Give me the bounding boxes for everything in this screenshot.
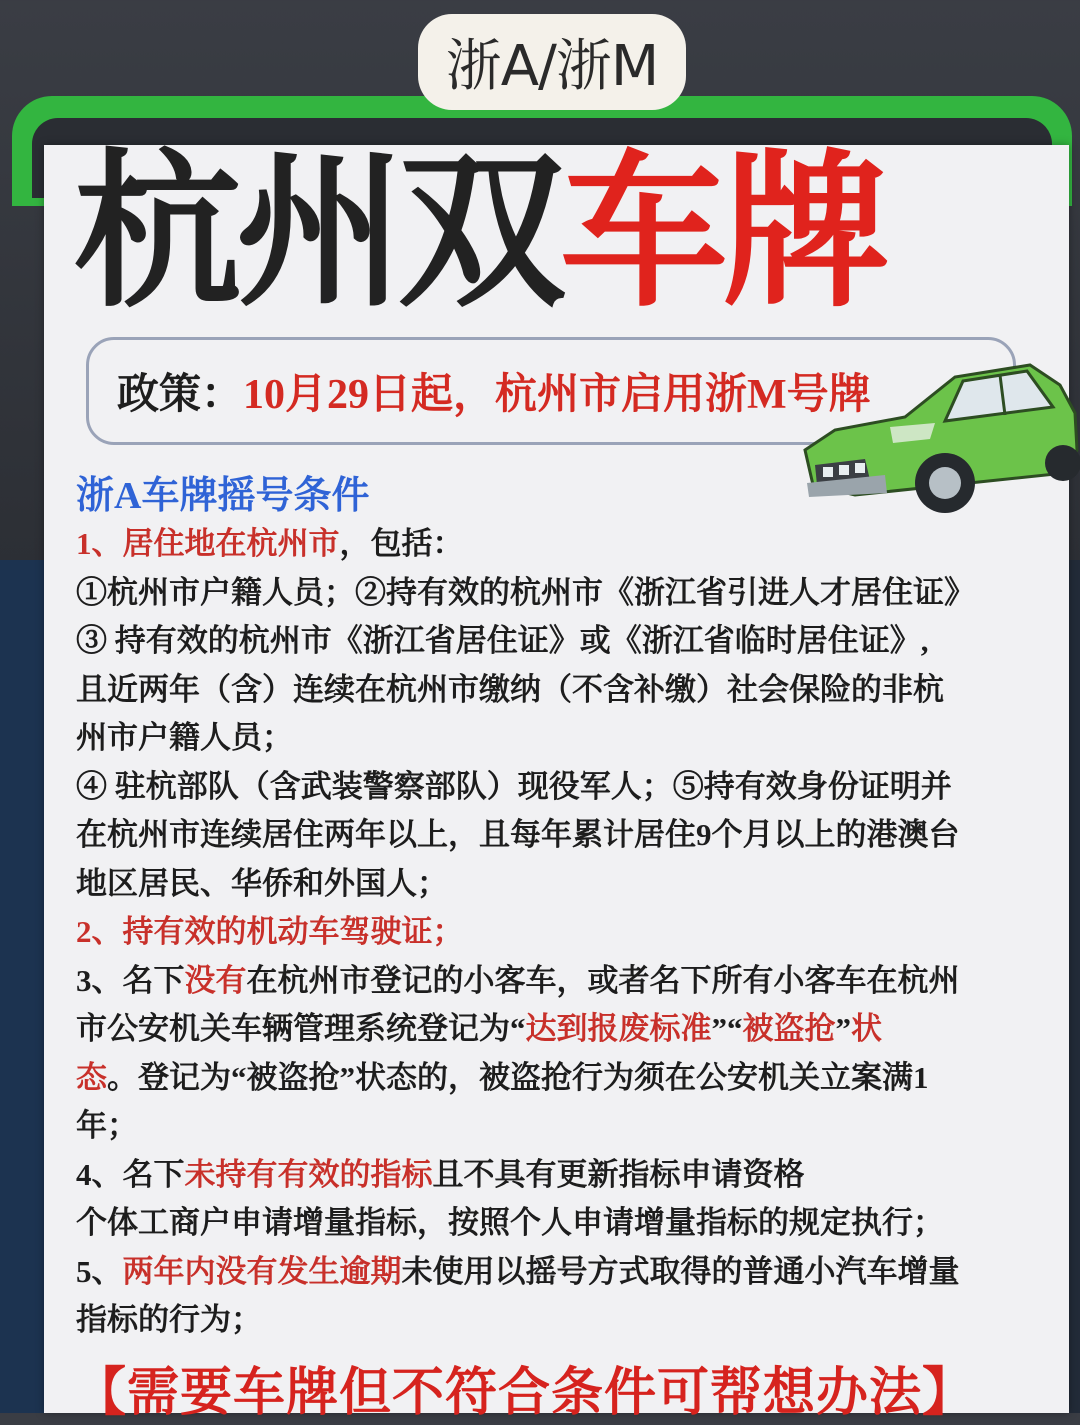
section-title: 浙A车牌摇号条件 [76,475,370,517]
text-span: 3、名下 [76,962,185,998]
car-body [805,365,1080,513]
policy-value: 10月29日起，杭州市启用浙M号牌 [243,372,871,418]
text-span: ” [835,1011,851,1046]
text-line [76,1005,1036,1054]
text-line [76,957,1036,1006]
green-sedan-car-icon [795,355,1080,525]
text-line [76,1248,1036,1297]
text-span: 在杭州市登记的小客车，或者名下所有小客车在杭州 [246,962,960,998]
text-highlight: 达到报废标准 [525,1011,712,1046]
title-dark-part: 杭州双 [74,134,560,330]
text-line: 年； [76,1108,138,1143]
text-line: ④ 驻杭部队（含武装警察部队）现役军人；⑤持有效身份证明并 [76,768,952,804]
plate-badge: 浙A/浙M [418,14,686,110]
text-highlight: 被盗抢 [742,1011,836,1046]
text-line: 指标的行为； [76,1302,262,1337]
text-span: 且不具有更新指标申请资格 [432,1156,805,1192]
conditions-text [76,520,1036,1345]
text-highlight: 两年内没有发生逾期 [122,1253,402,1289]
text-span: 4、名下 [76,1156,185,1192]
text-line [76,520,1036,569]
text-highlight: 未持有有效的指标 [184,1156,433,1192]
text-span: 。登记为“被盗抢”状态的，被盗抢行为须在公安机关立案满1 [107,1059,929,1095]
text-line: ①杭州市户籍人员；②持有效的杭州市《浙江省引进人才居住证》 [76,574,975,610]
text-highlight: 态 [76,1059,107,1095]
text-highlight: 没有 [184,962,247,998]
text-line: 地区居民、华侨和外国人； [76,865,448,901]
text-line: 2、持有效的机动车驾驶证； [76,914,464,949]
text-span: ”“ [711,1011,743,1046]
text-span: 未使用以摇号方式取得的普通小汽车增量 [401,1253,960,1289]
policy-label: 政策： [117,372,244,418]
footer-callout: 【需要车牌但不符合条件可帮想办法】 [74,1365,976,1422]
text-span: 市公安机关车辆管理系统登记为“ [76,1011,526,1046]
text-line: ③ 持有效的杭州市《浙江省居住证》或《浙江省临时居住证》, [76,623,929,658]
text-span: 5、 [76,1253,123,1289]
text-highlight: 1、居住地在杭州市 [76,526,340,561]
text-span: ，包括： [339,526,464,561]
text-line [76,1054,1036,1103]
text-line: 在杭州市连续居住两年以上，且每年累计居住9个月以上的港澳台 [76,817,960,852]
text-line: 州市户籍人员； [76,720,293,755]
title-red-part: 车牌 [560,134,884,330]
text-line: 且近两年（含）连续在杭州市缴纳（不含补缴）社会保险的非杭 [76,671,944,707]
text-line: 个体工商户申请增量指标，按照个人申请增量指标的规定执行； [76,1205,944,1240]
page-title [74,134,884,330]
text-line [76,1151,1036,1200]
text-highlight: 状 [851,1011,882,1046]
